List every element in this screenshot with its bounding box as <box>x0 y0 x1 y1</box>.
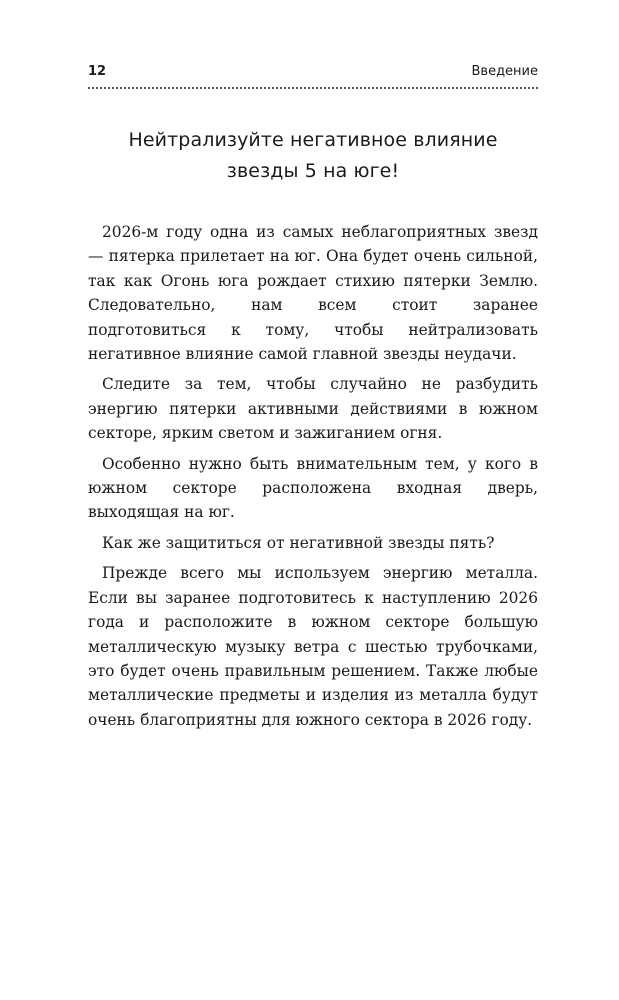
paragraph: Следите за тем, чтобы случайно не разбудить энергию пятерки активными действиями в южном секторе, ярким светом и зажиганием огня. <box>88 375 538 443</box>
paragraph: Особенно нужно быть внимательным тем, у кого в южном секторе расположена входная дверь, выходящая на юг. <box>88 454 538 522</box>
running-header <box>88 64 538 89</box>
paragraph: 2026-м году одна из самых неблагоприятных звезд — пятерка прилетает на юг. Она будет очень сильной, так как Огонь юга рождает стихию пятерки Землю. Следовательно, нам всем стоит заранее подготовиться к тому, чтобы нейтрализовать негативное влияние самой главной звезды неудачи. <box>88 223 538 364</box>
section-title: Введение <box>471 64 538 79</box>
page-number: 12 <box>88 64 107 79</box>
heading-line-2: звезды 5 на юге! <box>226 160 400 182</box>
paragraph: Прежде всего мы используем энергию металла. Если вы заранее подготовитесь к наступлению 2026 года и расположите в южном секторе большую металлическую музыку ветра с шестью трубочками, это будет очень правильным решением. Также любые металлические предметы и изделия из металла будут очень благоприятны для южного сектора в 2026 году. <box>88 564 538 729</box>
heading-line-1: Нейтрализуйте негативное влияние <box>128 129 498 151</box>
book-page <box>88 64 538 738</box>
body-text <box>88 220 538 732</box>
chapter-heading <box>88 125 538 187</box>
paragraph: Как же защититься от негативной звезды пять? <box>102 533 495 552</box>
